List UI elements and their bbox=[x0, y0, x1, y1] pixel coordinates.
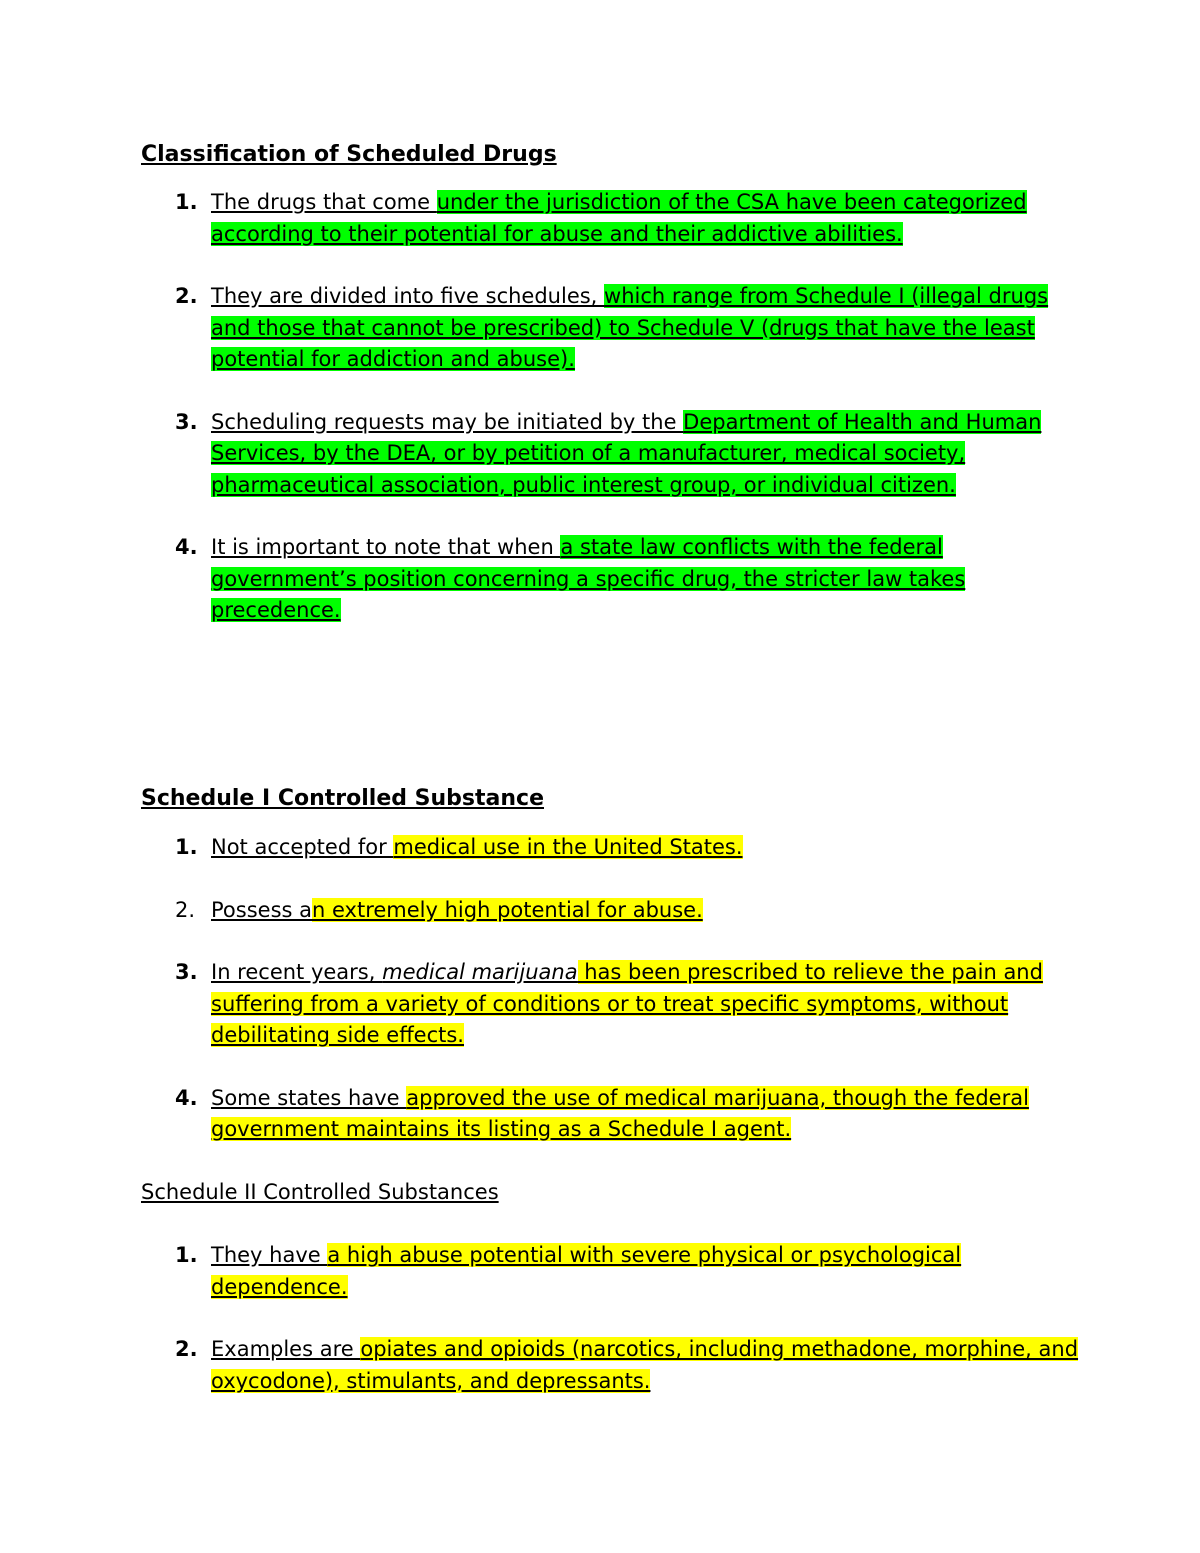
item-text: It is important to note that when bbox=[211, 535, 561, 559]
section-heading-schedule-ii: Schedule II Controlled Substances bbox=[141, 1180, 499, 1204]
list-number: 4. bbox=[175, 1085, 198, 1110]
list-number: 1. bbox=[175, 190, 198, 214]
highlighted-text: has been prescribed to relieve the pain and suffering from a variety of conditions or to treat specific symptoms, without debilitating side effects. bbox=[211, 960, 1043, 1047]
item-text: In recent years, bbox=[211, 960, 383, 984]
highlighted-text: medical use in the United States. bbox=[393, 835, 743, 859]
list-item bbox=[0, 957, 1091, 1052]
list-number: 2. bbox=[175, 284, 198, 308]
list-item bbox=[0, 832, 1091, 864]
list-number: 4. bbox=[175, 535, 198, 559]
list-number: 2. bbox=[175, 1337, 198, 1361]
item-text: Examples are bbox=[211, 1337, 361, 1361]
list-number: 1. bbox=[175, 1243, 198, 1267]
list-item bbox=[0, 1240, 1091, 1303]
italic-text: medical marijuana bbox=[382, 960, 578, 984]
item-text: Scheduling requests may be initiated by the bbox=[211, 409, 684, 434]
list-number: 1. bbox=[175, 835, 198, 859]
item-text: Possess a bbox=[211, 897, 312, 922]
highlighted-text: approved the use of medical marijuana, though the federal government maintains its listing as a Schedule I agent. bbox=[211, 1085, 1029, 1141]
list-item bbox=[0, 187, 1091, 250]
list-item bbox=[0, 895, 1091, 927]
schedule-ii-list bbox=[0, 1240, 1200, 1397]
highlighted-text: n extremely high potential for abuse. bbox=[312, 897, 703, 922]
section-heading-classification: Classification of Scheduled Drugs bbox=[141, 142, 557, 167]
list-item bbox=[0, 1083, 1091, 1146]
classification-list bbox=[0, 187, 1200, 627]
item-text: The drugs that come bbox=[211, 190, 437, 214]
list-number: 3. bbox=[175, 409, 198, 434]
item-text: Some states have bbox=[211, 1085, 407, 1110]
list-item bbox=[0, 407, 1091, 502]
highlighted-text: a state law conflicts with the federal government’s position concerning a specific drug, the stricter law takes precedence. bbox=[211, 535, 966, 622]
list-item bbox=[0, 1334, 1091, 1397]
highlighted-text: Department of Health and Human Services, by the DEA, or by petition of a manufacturer, medical society, pharmaceutical association, public interest group, or individual citizen. bbox=[211, 409, 1042, 497]
highlighted-text: under the jurisdiction of the CSA have been categorized according to their potential for abuse and their addictive abilities. bbox=[211, 190, 1027, 246]
highlighted-text: a high abuse potential with severe physical or psychological dependence. bbox=[211, 1243, 962, 1299]
item-text: They have bbox=[211, 1243, 328, 1267]
list-number: 3. bbox=[175, 960, 198, 984]
list-number: 2. bbox=[175, 897, 196, 922]
highlighted-text: which range from Schedule I (illegal drugs and those that cannot be prescribed) to Schedule V (drugs that have the least potential for addiction and abuse). bbox=[211, 284, 1049, 371]
schedule-i-list bbox=[0, 832, 1200, 1146]
item-text: They are divided into five schedules, bbox=[211, 284, 605, 308]
list-item bbox=[0, 281, 1091, 376]
item-text: Not accepted for bbox=[211, 835, 394, 859]
section-heading-schedule-i: Schedule I Controlled Substance bbox=[141, 786, 544, 811]
highlighted-text: opiates and opioids (narcotics, including methadone, morphine, and oxycodone), stimulants, and depressants. bbox=[211, 1337, 1079, 1393]
list-item bbox=[0, 532, 1091, 627]
